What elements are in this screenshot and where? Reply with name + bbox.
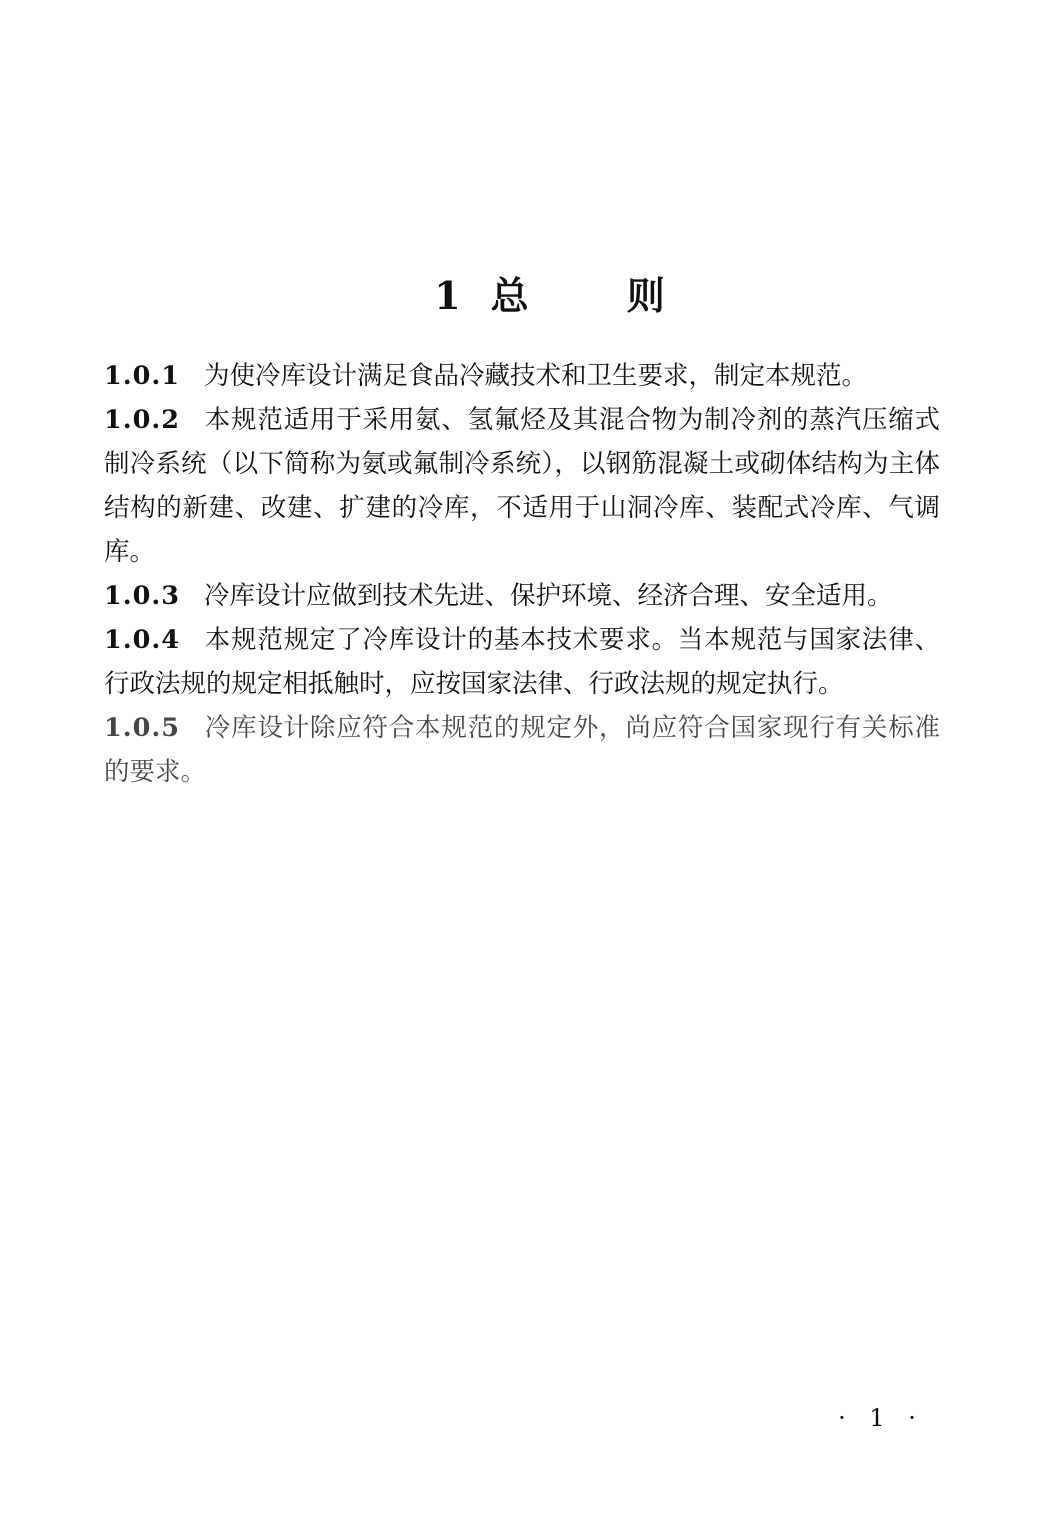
clause-number: 1.0.5	[104, 713, 180, 743]
chapter-number: 1	[434, 273, 463, 318]
chapter-name-part: 总	[490, 273, 531, 318]
page-number: · 1 ·	[838, 1404, 924, 1432]
clause-number: 1.0.2	[104, 405, 180, 435]
clause-list	[104, 354, 940, 794]
clause-number: 1.0.3	[104, 581, 180, 611]
chapter-name-part: 则	[626, 273, 667, 318]
clause-text: 本规范适用于采用氨、氢氟烃及其混合物为制冷剂的蒸汽压缩式制冷系统（以下简称为氨或氟制冷系统），以钢筋混凝土或砌体结构为主体结构的新建、改建、扩建的冷库，不适用于山洞冷库、装配式冷库、气调库。	[104, 405, 940, 567]
clause	[104, 706, 940, 794]
clause	[104, 398, 940, 574]
clause-text: 为使冷库设计满足食品冷藏技术和卫生要求，制定本规范。	[203, 361, 867, 391]
clause	[104, 574, 940, 618]
clause	[104, 354, 940, 398]
chapter-title	[0, 220, 1040, 365]
clause-text: 冷库设计除应符合本规范的规定外，尚应符合国家现行有关标准的要求。	[104, 713, 940, 787]
clause-text: 本规范规定了冷库设计的基本技术要求。当本规范与国家法律、行政法规的规定相抵触时，应按国家法律、行政法规的规定执行。	[104, 625, 940, 699]
clause-number: 1.0.1	[104, 361, 180, 391]
clause-number: 1.0.4	[104, 625, 180, 655]
clause-text: 冷库设计应做到技术先进、保护环境、经济合理、安全适用。	[203, 581, 893, 611]
chapter-name	[491, 273, 667, 318]
clause	[104, 618, 940, 706]
